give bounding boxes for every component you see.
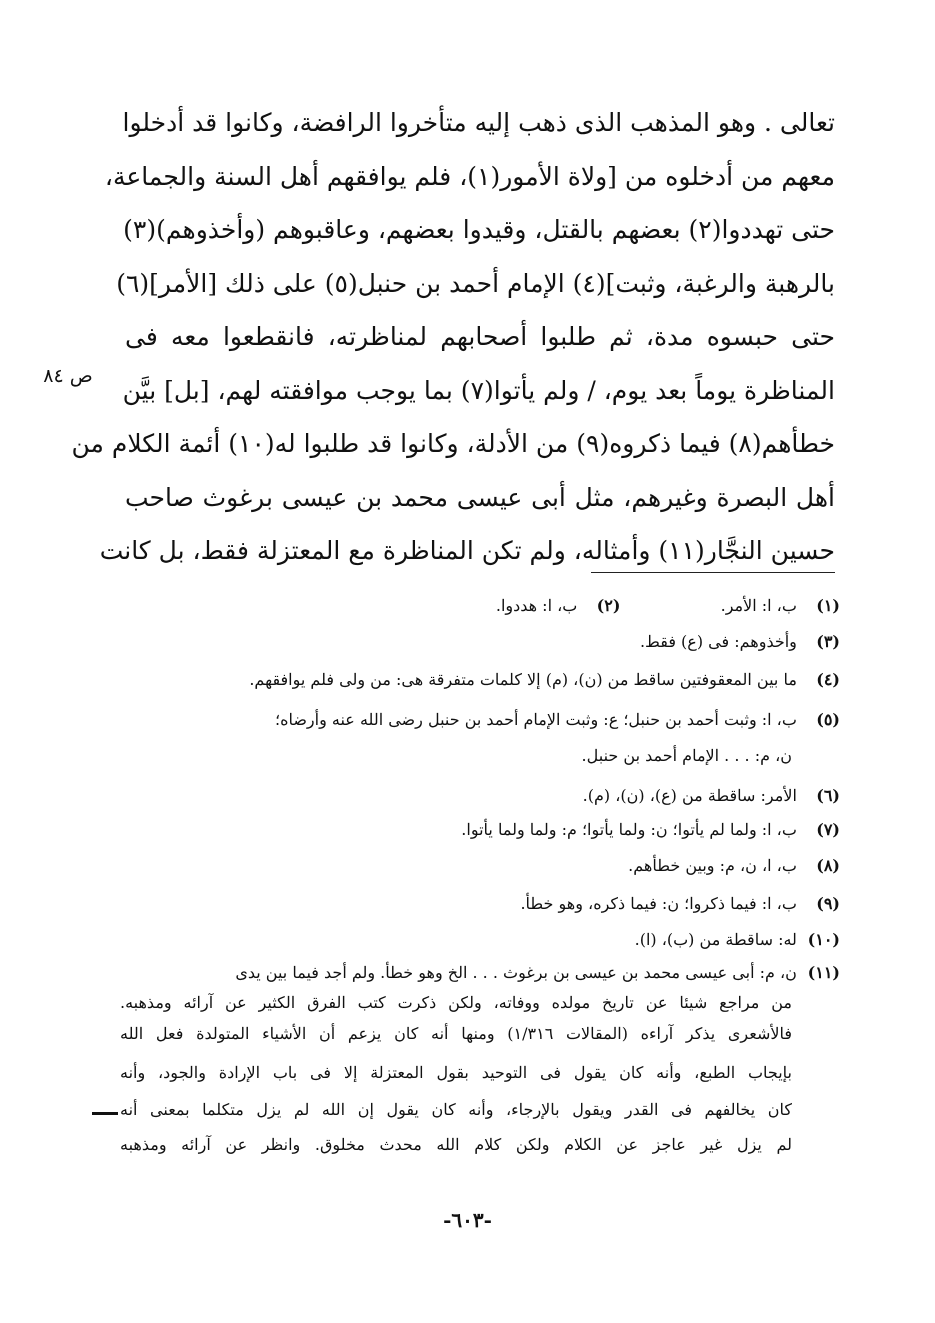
footnote-continuation: بإيجاب الطبع، وأنه كان يقول فى التوحيد بقول المعتزلة إلا فى باب الإرادة والجود، وأنه bbox=[120, 1063, 792, 1082]
footnote-divider bbox=[591, 572, 835, 573]
footnote-number: (٦) bbox=[816, 786, 840, 805]
footnote-text: ب، ا: وثبت أحمد بن حنبل؛ ع: وثبت الإمام أحمد بن حنبل رضى الله عنه وأرضاه؛ bbox=[274, 710, 797, 729]
footnote-row bbox=[120, 963, 840, 982]
main-text-line: تعالى . وهو المذهب الذى ذهب إليه متأخروا الرافضة، وكانوا قد أدخلوا bbox=[122, 108, 835, 137]
footnote-row bbox=[120, 596, 840, 615]
main-text-line: حتى حبسوه مدة، ثم طلبوا أصحابهم لمناظرته، فانقطعوا معه فى bbox=[125, 322, 835, 351]
footnote-row bbox=[120, 670, 840, 689]
footnote-text: ب، ا: فيما ذكروا؛ ن: فيما ذكره، وهو خطأ. bbox=[520, 894, 797, 913]
footnote-continuation: ن، م: . . . الإمام أحمد بن حنبل. bbox=[581, 746, 792, 765]
margin-page-reference: ص ٨٤ bbox=[43, 365, 93, 387]
main-text-line: خطأهم(٨) فيما ذكروه(٩) من الأدلة، وكانوا قد طلبوا له(١٠) أئمة الكلام من bbox=[71, 429, 835, 458]
footnote-row bbox=[120, 632, 840, 651]
footnote-number: (٨) bbox=[816, 856, 840, 875]
footnote-row bbox=[120, 820, 840, 839]
footnote-row bbox=[120, 710, 840, 729]
main-text-line: بالرهبة والرغبة، وثبت](٤) الإمام أحمد بن حنبل(٥) على ذلك [الأمر](٦) bbox=[116, 268, 835, 298]
footnote-row bbox=[120, 930, 840, 949]
footnote-continuation: من مراجع شيئا عن تاريخ مولده ووفاته، ولكن ذكرت كتب الفرق الكثير عن آرائه ومذهبه. bbox=[120, 993, 792, 1012]
footnote-number: (٢) bbox=[596, 596, 621, 615]
main-text-block bbox=[71, 96, 835, 578]
footnote-text: ب، ا: ولما لم يأتوا؛ ن: ولما يأتوا؛ م: ولما ولما يأتوا. bbox=[461, 820, 797, 839]
footnote-text: ب، ا: هددوا. bbox=[495, 596, 578, 615]
footnote-text: ب، ا: الأمر. bbox=[720, 596, 797, 615]
footnote-continuation: فالأشعرى يذكر آراءه (المقالات ١/٣١٦) ومنها أنه كان يزعم أن الأشياء المتولدة فعل الله bbox=[120, 1024, 792, 1043]
footnote-number: (١١) bbox=[807, 963, 840, 982]
main-text-line: حتى تهددوا(٢) بعضهم بالقتل، وقيدوا بعضهم، وعاقبوهم (وأخذوهم)(٣) bbox=[123, 215, 835, 244]
footnote-row bbox=[120, 786, 840, 805]
footnote-number: (٧) bbox=[816, 820, 840, 839]
footnote-number: (٣) bbox=[816, 632, 840, 651]
footnote-text: الأمر: ساقطة من (ع)، (ن)، (م). bbox=[582, 786, 797, 805]
footnote-number: (٥) bbox=[816, 710, 840, 729]
main-text-line: حسين النجَّار(١١) وأمثاله، ولم تكن المناظرة مع المعتزلة فقط، بل كانت bbox=[99, 536, 835, 565]
footnote-continuation: كان يخالفهم فى القدر ويقول بالإرجاء، وأنه كان يقول إن الله لم يزل متكلما بمعنى أنه bbox=[120, 1100, 792, 1119]
footnote-text: له: ساقطة من (ب)، (ا). bbox=[634, 930, 797, 949]
main-text-line: المناظرة يوماً بعد يوم، / ولم يأتوا(٧) بما يوجب موافقته لهم، [بل] بيَّن bbox=[122, 375, 835, 405]
main-text-line: معهم من أدخلوه من [ولاة الأمور(١)، فلم يوافقهم أهل السنة والجماعة، bbox=[104, 161, 835, 191]
footnote-number: (١٠) bbox=[807, 930, 840, 949]
footnote-number: (٤) bbox=[816, 670, 840, 689]
footnote-row bbox=[120, 856, 840, 875]
footnote-text: ن، م: أبى عيسى محمد بن عيسى بن برغوث . . . الخ وهو خطأ. ولم أجد فيما بين يدى bbox=[235, 963, 797, 982]
footnote-continuation: لم يزل غير عاجز عن الكلام ولكن كلام الله محدث مخلوق. وانظر عن آرائه ومذهبه bbox=[120, 1135, 792, 1154]
main-text-line: أهل البصرة وغيرهم، مثل أبى عيسى محمد بن عيسى برغوث صاحب bbox=[125, 482, 835, 512]
page-number: -٦٠٣- bbox=[443, 1208, 492, 1232]
footnote-number: (٩) bbox=[816, 894, 840, 913]
footnote-text: ما بين المعقوفتين ساقط من (ن)، (م) إلا كلمات متفرقة هى: من ولى فلم يوافقهم. bbox=[249, 670, 797, 689]
footnote-text: ب، ا، ن، م: وبين خطأهم. bbox=[628, 856, 797, 875]
footnote-row bbox=[120, 894, 840, 913]
footnote-number: (١) bbox=[816, 596, 840, 615]
continuation-dash bbox=[92, 1112, 118, 1115]
footnote-text: وأخذوهم: فى (ع) فقط. bbox=[639, 632, 797, 651]
